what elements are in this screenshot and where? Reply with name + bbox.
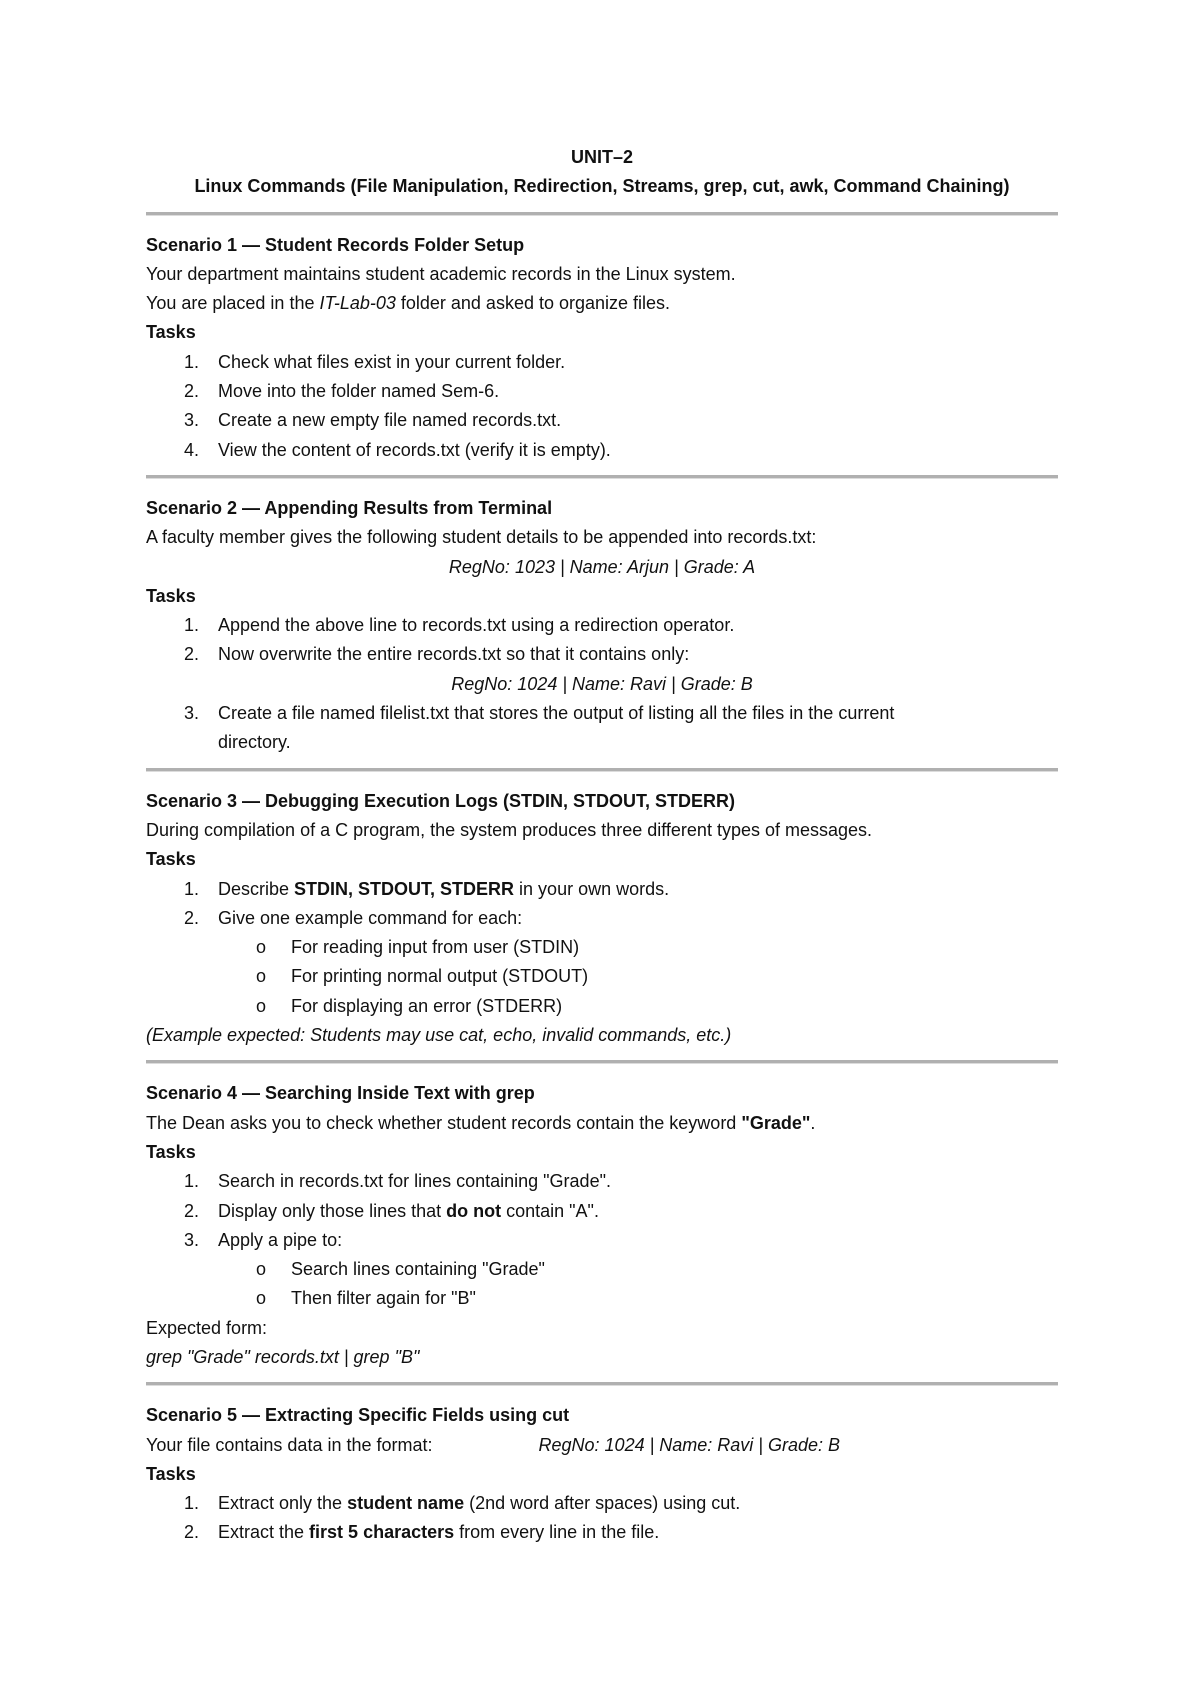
task-number: 2.: [184, 907, 200, 928]
task-item: [146, 406, 1058, 435]
task-number: 4.: [184, 439, 200, 460]
task-item: [146, 377, 1058, 406]
task-text-continued: directory.: [218, 732, 291, 753]
bullet-icon: o: [256, 1259, 267, 1280]
task-item: [146, 611, 1058, 640]
divider: [146, 475, 1058, 479]
task-number: 1.: [184, 1493, 200, 1514]
example-note: (Example expected: Students may use cat, echo, invalid commands, etc.): [146, 1025, 732, 1046]
task-text: Create a file named filelist.txt that stores the output of listing all the files in the current: [218, 703, 895, 724]
tasks-label: Tasks: [146, 1463, 196, 1484]
scenario-3: [146, 787, 1058, 1051]
task-number: 1.: [184, 1171, 200, 1192]
task-number: 3.: [184, 1229, 200, 1250]
text-run: Display only those lines that: [218, 1200, 447, 1221]
divider: [146, 768, 1058, 772]
scenario-2: [146, 494, 1058, 758]
text-run: in your own words.: [514, 878, 670, 899]
scenario-5: [146, 1401, 1058, 1547]
task-number: 1.: [184, 351, 200, 372]
text-run: Extract the: [218, 1522, 310, 1543]
tasks-label: Tasks: [146, 849, 196, 870]
text-run: Your file contains data in the format:: [146, 1434, 433, 1455]
unit-subtitle: Linux Commands (File Manipulation, Redirection, Streams, grep, cut, awk, Command Chaining): [194, 176, 1010, 197]
bullet-icon: o: [256, 1288, 267, 1309]
scenario-title: Scenario 4 — Searching Inside Text with grep: [146, 1083, 535, 1104]
text-run: Describe: [218, 878, 295, 899]
scenario-description: During compilation of a C program, the system produces three different types of messages.: [146, 819, 873, 840]
stream-names: STDIN, STDOUT, STDERR: [294, 878, 515, 899]
sub-item: [146, 933, 1058, 962]
sub-item: [146, 962, 1058, 991]
bullet-icon: o: [256, 966, 267, 987]
keyword: "Grade": [741, 1112, 811, 1133]
task-number: 2.: [184, 1200, 200, 1221]
tasks-label: Tasks: [146, 1141, 196, 1162]
text-run: folder and asked to organize files.: [395, 293, 671, 314]
task-number: 3.: [184, 703, 200, 724]
task-item: [146, 348, 1058, 377]
tasks-label: Tasks: [146, 322, 196, 343]
task-item: [146, 1226, 1058, 1255]
task-item: [146, 1167, 1058, 1196]
document-content: [146, 143, 1058, 1548]
sub-item-text: For printing normal output (STDOUT): [291, 966, 589, 987]
task-text: Create a new empty file named records.txt.: [218, 410, 562, 431]
task-text: Move into the folder named Sem-6.: [218, 381, 500, 402]
task-number: 1.: [184, 878, 200, 899]
task-number: 2.: [184, 381, 200, 402]
scenario-1: [146, 231, 1058, 465]
emphasis: student name: [347, 1493, 465, 1514]
tasks-label: Tasks: [146, 585, 196, 606]
divider: [146, 212, 1058, 216]
sub-item: [146, 992, 1058, 1021]
scenario-description: Your department maintains student academic records in the Linux system.: [146, 263, 736, 284]
task-number: 2.: [184, 1522, 200, 1543]
text-run: contain "A".: [501, 1200, 599, 1221]
scenario-description: [146, 1431, 1058, 1460]
task-text: Append the above line to records.txt using a redirection operator.: [218, 615, 735, 636]
task-item: [146, 1518, 1058, 1547]
sub-item: [146, 1255, 1058, 1284]
scenario-title: Scenario 2 — Appending Results from Terminal: [146, 497, 553, 518]
scenario-title: Scenario 3 — Debugging Execution Logs (STDIN, STDOUT, STDERR): [146, 790, 736, 811]
task-number: 2.: [184, 644, 200, 665]
emphasis: do not: [446, 1200, 502, 1221]
task-text: Now overwrite the entire records.txt so that it contains only:: [218, 644, 690, 665]
expected-command: grep "Grade" records.txt | grep "B": [146, 1346, 420, 1367]
task-number: 1.: [184, 615, 200, 636]
task-text: Apply a pipe to:: [218, 1229, 343, 1250]
task-item: [146, 436, 1058, 465]
scenario-title: Scenario 5 — Extracting Specific Fields using cut: [146, 1405, 570, 1426]
example-record: RegNo: 1024 | Name: Ravi | Grade: B: [451, 673, 753, 694]
task-item: [146, 875, 1058, 904]
task-text: View the content of records.txt (verify it is empty).: [218, 439, 611, 460]
task-item: [146, 699, 1058, 728]
sub-item-text: For displaying an error (STDERR): [291, 995, 563, 1016]
sub-item-text: Search lines containing "Grade": [291, 1259, 545, 1280]
text-run: (2nd word after spaces) using cut.: [464, 1493, 741, 1514]
expected-label: Expected form:: [146, 1317, 268, 1338]
example-record: RegNo: 1024 | Name: Ravi | Grade: B: [538, 1434, 841, 1455]
task-text: Check what files exist in your current folder.: [218, 351, 566, 372]
text-run: You are placed in the: [146, 293, 320, 314]
scenario-description: A faculty member gives the following student details to be appended into records.txt:: [146, 527, 817, 548]
emphasis: first 5 characters: [309, 1522, 455, 1543]
sub-item-text: For reading input from user (STDIN): [291, 937, 580, 958]
text-run: Extract only the: [218, 1493, 348, 1514]
task-text: Give one example command for each:: [218, 907, 523, 928]
bullet-icon: o: [256, 937, 267, 958]
scenario-description: [146, 289, 1058, 318]
divider: [146, 1060, 1058, 1064]
task-text: Search in records.txt for lines containing "Grade".: [218, 1171, 611, 1192]
bullet-icon: o: [256, 995, 267, 1016]
sub-item-text: Then filter again for "B": [291, 1288, 476, 1309]
task-item: [146, 904, 1058, 933]
unit-title: UNIT–2: [570, 147, 633, 167]
task-item: [146, 1489, 1058, 1518]
task-item: [146, 640, 1058, 669]
task-item: [146, 1197, 1058, 1226]
sub-item: [146, 1284, 1058, 1313]
scenario-description: [146, 1109, 1058, 1138]
divider: [146, 1382, 1058, 1386]
example-record: RegNo: 1023 | Name: Arjun | Grade: A: [448, 556, 756, 577]
scenario-4: [146, 1079, 1058, 1372]
text-run: .: [810, 1112, 816, 1133]
scenario-title: Scenario 1 — Student Records Folder Setup: [146, 234, 525, 255]
text-run: The Dean asks you to check whether student records contain the keyword: [146, 1112, 742, 1133]
folder-name: IT-Lab-03: [319, 293, 396, 314]
task-number: 3.: [184, 410, 200, 431]
text-run: from every line in the file.: [454, 1522, 660, 1543]
